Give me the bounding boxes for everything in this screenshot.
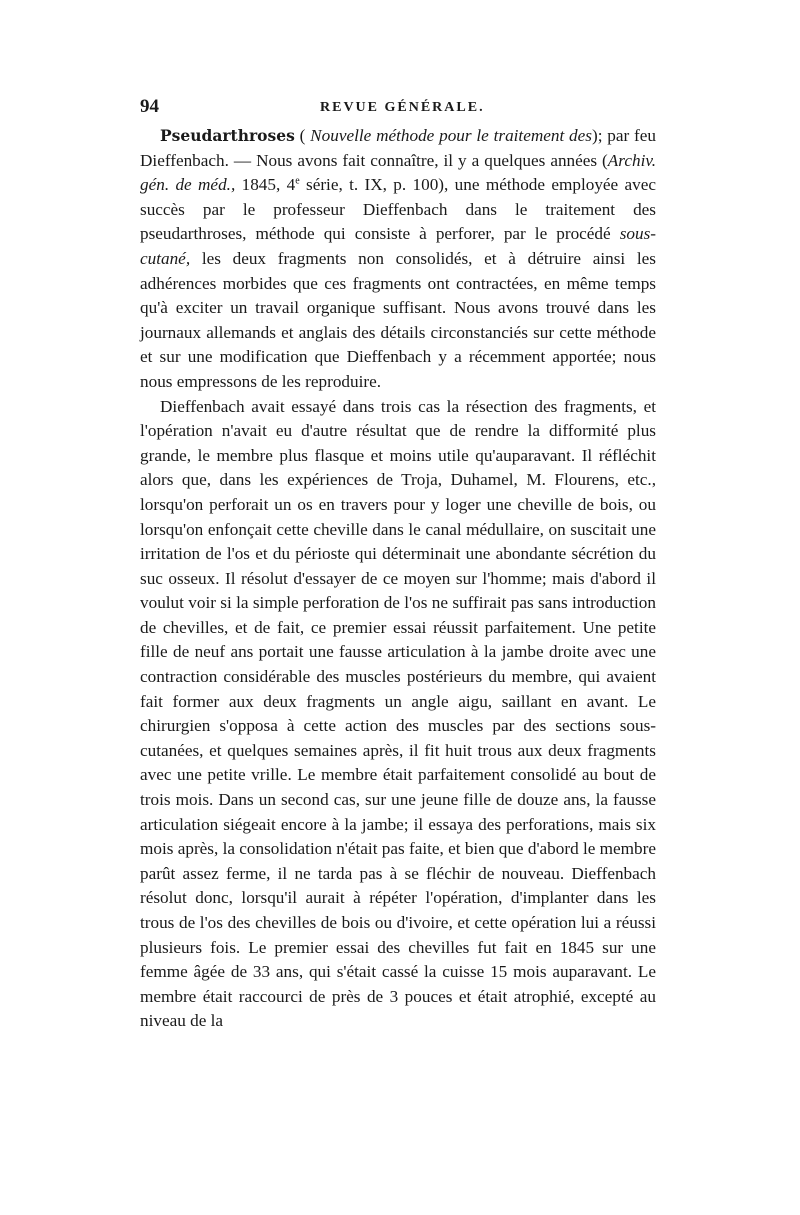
- text-segment: 1845, 4: [235, 175, 296, 195]
- text-segment: (: [294, 126, 311, 145]
- superscript: e: [295, 175, 300, 187]
- page-number: 94: [140, 96, 159, 117]
- paragraph-pseudarthroses: [140, 124, 656, 395]
- page-header: [140, 96, 656, 122]
- running-head: REVUE GÉNÉRALE.: [320, 100, 485, 115]
- italic-segment: sous-cutané,: [140, 224, 656, 268]
- body-text: [140, 124, 656, 1034]
- text-segment: les deux fragments non consolidés, et à détruire ainsi les adhérences morbides que ces fragments ont contractées, en même temps qu'à exciter un travail organique suffisant. Nous avons trouvé dans les journaux allemands et anglais des détails circonstanciés sur cette méthode et sur une modification que Dieffenbach y a récemment apportée; nous nous empressons de les reproduire.: [140, 248, 656, 391]
- paragraph-dieffenbach: Dieffenbach avait essayé dans trois cas la résection des fragments, et l'opération n'avait eu d'autre résultat que de rendre la difformité plus grande, le membre plus flasque et moins utile qu'auparavant. Il réfléchit alors que, dans les expériences de Troja, Duhamel, M. Flourens, etc., lorsqu'on perforait un os en travers pour y loger une cheville de bois, ou lorsqu'on enfonçait cette cheville dans le canal médullaire, on suscitait une irritation de l'os et du périoste qui déterminait une abondante sécrétion du suc osseux. Il résolut d'essayer de ce moyen sur l'homme; mais d'abord il voulut voir si la simple perforation de l'os ne suffirait pas sans introduction de chevilles, et de fait, ce premier essai réussit parfaitement. Une petite fille de neuf ans portait une fausse articulation à la jambe droite avec une contraction considérable des muscles postérieurs du membre, qui avaient fait former aux deux fragments un angle aigu, saillant en avant. Le chirurgien s'opposa à cette action des muscles par des sections sous-cutanées, et quelques semaines après, il fit huit trous aux deux fragments avec une petite vrille. Le membre était parfaitement consolidé au bout de trois mois. Dans un second cas, sur une jeune fille de douze ans, la fausse articulation siégeait encore à la jambe; il essaya des perforations, mais six mois après, la consolidation n'était pas faite, et bien que d'abord le membre parût assez ferme, il ne tarda pas à se fléchir de nouveau. Dieffenbach résolut donc, lorsqu'il aurait à répéter l'opération, d'implanter dans les trous de l'os des chevilles de bois ou d'ivoire, et cette opération lui a réussi plusieurs fois. Le premier essai des chevilles fut fait en 1845 sur une femme âgée de 33 ans, qui s'était cassé la cuisse 15 mois auparavant. Le membre était raccourci de près de 3 pouces et était atrophié, excepté au niveau de la: [140, 396, 656, 1031]
- italic-segment: Nouvelle méthode pour le traitement des: [310, 126, 592, 145]
- text-segment: série, t. IX, p. 100), une méthode employée avec succès par le professeur Dieffenbach dans le traitement des pseudarthroses, méthode qui consiste à perforer, par le procédé: [140, 175, 656, 244]
- italic-citation: Archiv. gén. de méd.,: [140, 150, 656, 195]
- text-segment: ); par feu Dieffenbach. — Nous avons fait connaître, il y a quelques années (: [140, 126, 656, 170]
- entry-title: Pseudarthroses: [160, 126, 295, 145]
